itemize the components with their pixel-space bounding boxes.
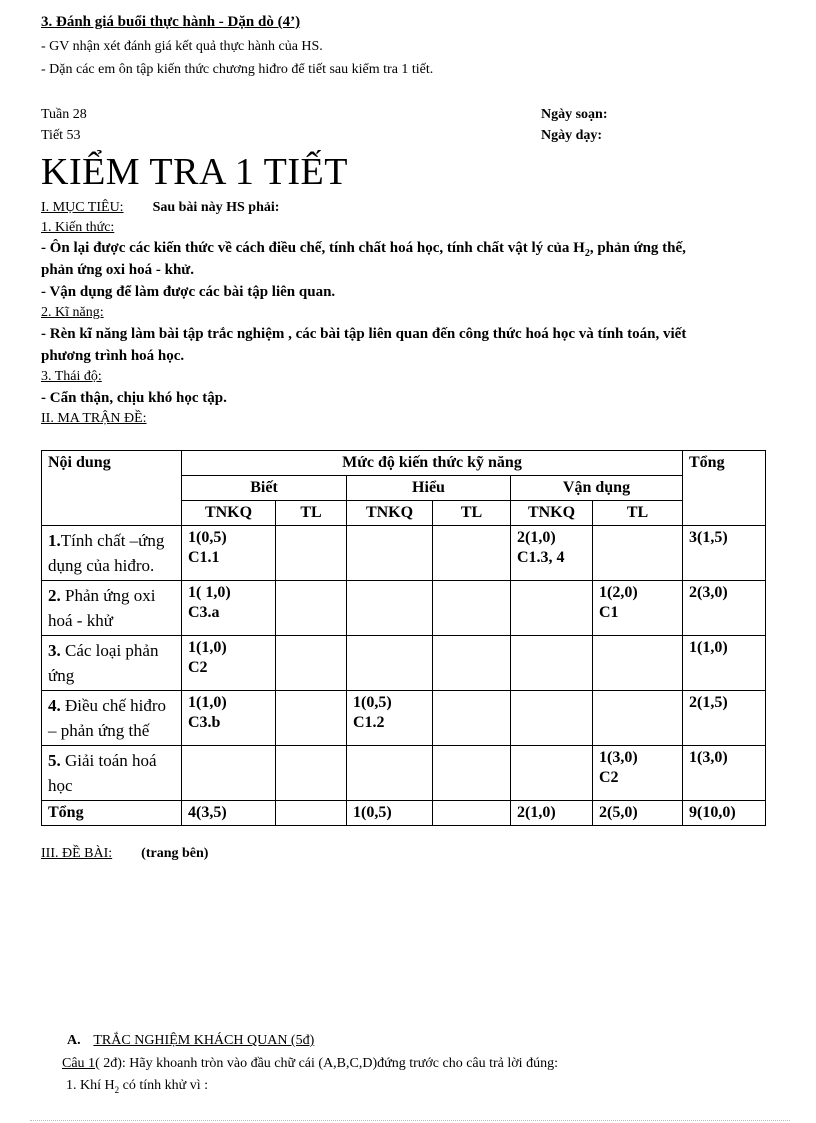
question-1-item-1	[66, 1078, 208, 1095]
q1-item1-sub: 2	[114, 1084, 120, 1095]
row-number: 2.	[48, 586, 61, 605]
matrix-heading: II. MA TRẬN ĐỀ:	[41, 411, 147, 426]
cell-total: 1(3,0)	[683, 746, 766, 801]
cell-total: 2(3,0)	[683, 581, 766, 636]
date-prepared-label: Ngày soạn:	[541, 107, 608, 122]
skills-line-1: - Rèn kĩ năng làm bài tập trắc nghiệm , các bài tập liên quan đến công thức hoá học và tính toán, viết	[41, 326, 687, 342]
header-level: Mức độ kiến thức kỹ năng	[182, 451, 683, 476]
row-content-name	[42, 526, 182, 581]
part-a-title: TRẮC NGHIỆM KHÁCH QUAN (5đ)	[93, 1033, 315, 1048]
table-row	[42, 691, 766, 746]
header-line-1: - GV nhận xét đánh giá kết quả thực hành của HS.	[41, 39, 323, 54]
cell-c5	[511, 636, 593, 691]
knowledge-line-1	[41, 240, 686, 259]
knowledge-subscript: 2	[584, 248, 590, 259]
cell-c4	[433, 691, 511, 746]
cell-c4	[433, 746, 511, 801]
cell-c5	[511, 746, 593, 801]
exam-heading: III. ĐỀ BÀI:	[41, 846, 113, 861]
cell-c5	[511, 581, 593, 636]
date-taught-label: Ngày dạy:	[541, 128, 603, 143]
knowledge-heading: 1. Kiến thức:	[41, 220, 115, 235]
header-total: Tổng	[683, 451, 766, 526]
row-number: 5.	[48, 751, 61, 770]
cell-c3	[347, 526, 433, 581]
cell-c3	[347, 636, 433, 691]
cell-c6: 1(3,0) C2	[593, 746, 683, 801]
header-know: Biết	[182, 476, 347, 501]
q1-item1-pre: 1. Khí H	[66, 1078, 115, 1093]
attitude-line: - Cẩn thận, chịu khó học tập.	[41, 390, 227, 406]
objectives-heading: I. MỤC TIÊU:	[41, 200, 124, 215]
cell-c1: 1(1,0) C3.b	[182, 691, 276, 746]
row-content-name	[42, 636, 182, 691]
cell-total: 2(1,5)	[683, 691, 766, 746]
cell-c3: 1(0,5) C1.2	[347, 691, 433, 746]
cell-c3	[347, 581, 433, 636]
row-content-name	[42, 746, 182, 801]
objectives-intro: Sau bài này HS phải:	[152, 200, 280, 215]
cell-c4	[433, 526, 511, 581]
sub-tnkq-3: TNKQ	[511, 501, 593, 526]
cell-c1: 1(1,0) C2	[182, 636, 276, 691]
cell-c5: 2(1,0) C1.3, 4	[511, 526, 593, 581]
cell-c4	[433, 581, 511, 636]
total-c2	[276, 801, 347, 826]
cell-c2	[276, 691, 347, 746]
header-understand: Hiểu	[347, 476, 511, 501]
table-row	[42, 636, 766, 691]
row-number: 1.	[48, 531, 61, 550]
row-name-text: Các loại phản ứng	[48, 641, 159, 685]
part-a-heading	[67, 1033, 314, 1049]
row-content-name	[42, 581, 182, 636]
sub-tl-1: TL	[276, 501, 347, 526]
question-1	[62, 1056, 558, 1072]
cell-c6	[593, 636, 683, 691]
attitude-heading: 3. Thái độ:	[41, 369, 102, 384]
cell-c6: 1(2,0) C1	[593, 581, 683, 636]
row-name-text: Giải toán hoá học	[48, 751, 157, 795]
knowledge-line-1-end: , phản ứng thế,	[589, 240, 686, 256]
cell-c1: 1(0,5) C1.1	[182, 526, 276, 581]
page-bottom-divider	[30, 1120, 790, 1121]
cell-c1	[182, 746, 276, 801]
knowledge-line-3: - Vận dụng để làm được các bài tập liên quan.	[41, 284, 336, 300]
knowledge-line-2: phản ứng oxi hoá - khử.	[41, 262, 195, 278]
page-title: KIỂM TRA 1 TIẾT	[41, 151, 348, 193]
exam-heading-block	[41, 846, 208, 862]
cell-c2	[276, 581, 347, 636]
cell-total: 1(1,0)	[683, 636, 766, 691]
table-row	[42, 526, 766, 581]
sub-tl-3: TL	[593, 501, 683, 526]
header-content: Nội dung	[42, 451, 182, 526]
total-c6: 2(5,0)	[593, 801, 683, 826]
table-total-row	[42, 801, 766, 826]
total-c4	[433, 801, 511, 826]
part-a-letter: A.	[67, 1033, 81, 1048]
objectives-block	[41, 200, 279, 216]
section-3-title: 3. Đánh giá buổi thực hành - Dặn dò (4’)	[41, 14, 301, 30]
row-name-text: Phản ứng oxi hoá - khử	[48, 586, 156, 630]
matrix-table	[41, 450, 766, 826]
cell-c2	[276, 636, 347, 691]
q1-item1-post: có tính khử vì :	[119, 1078, 208, 1093]
cell-c4	[433, 636, 511, 691]
row-name-text: Tính chất –ứng dụng của hiđro.	[48, 531, 165, 575]
cell-c2	[276, 526, 347, 581]
skills-line-2: phương trình hoá học.	[41, 348, 185, 364]
cell-total: 3(1,5)	[683, 526, 766, 581]
question-1-text: ( 2đ): Hãy khoanh tròn vào đầu chữ cái (A,B,C,D)đứng trước cho câu trả lời đúng:	[95, 1056, 558, 1071]
skills-heading: 2. Kĩ năng:	[41, 305, 104, 320]
period-label: Tiết 53	[41, 128, 81, 143]
sub-tl-2: TL	[433, 501, 511, 526]
table-row	[42, 581, 766, 636]
header-line-2: - Dặn các em ôn tập kiến thức chương hiđro để tiết sau kiểm tra 1 tiết.	[41, 62, 434, 77]
header-apply: Vận dụng	[511, 476, 683, 501]
total-c1: 4(3,5)	[182, 801, 276, 826]
cell-c3	[347, 746, 433, 801]
total-grand: 9(10,0)	[683, 801, 766, 826]
question-1-label: Câu 1	[62, 1056, 96, 1071]
week-label: Tuần 28	[41, 107, 87, 122]
knowledge-line-1-text: - Ôn lại được các kiến thức về cách điều chế, tính chất hoá học, tính chất vật lý của H	[41, 240, 585, 256]
total-label: Tổng	[42, 801, 182, 826]
cell-c6	[593, 526, 683, 581]
row-content-name	[42, 691, 182, 746]
row-number: 4.	[48, 696, 61, 715]
row-name-text: Điều chế hiđro – phản ứng thế	[48, 696, 167, 740]
row-number: 3.	[48, 641, 61, 660]
sub-tnkq-1: TNKQ	[182, 501, 276, 526]
cell-c6	[593, 691, 683, 746]
total-c5: 2(1,0)	[511, 801, 593, 826]
cell-c1: 1( 1,0) C3.a	[182, 581, 276, 636]
total-c3: 1(0,5)	[347, 801, 433, 826]
table-row	[42, 746, 766, 801]
exam-note: (trang bên)	[141, 846, 209, 861]
cell-c5	[511, 691, 593, 746]
cell-c2	[276, 746, 347, 801]
sub-tnkq-2: TNKQ	[347, 501, 433, 526]
